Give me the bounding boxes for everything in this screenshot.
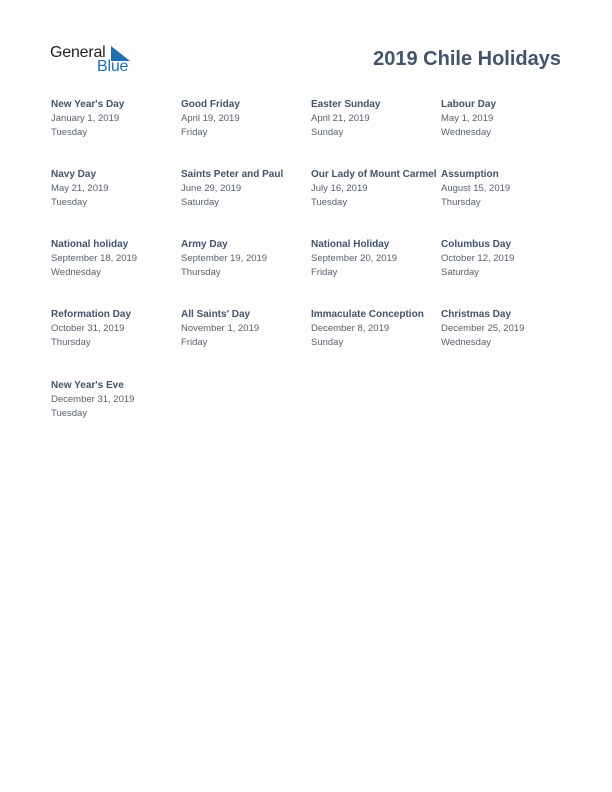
holiday-item (441, 238, 571, 308)
holiday-name: Reformation Day (51, 309, 132, 320)
holiday-date: October 31, 2019 (51, 323, 125, 334)
holiday-name: Our Lady of Mount Carmel (311, 169, 437, 180)
holiday-weekday: Thursday (181, 267, 221, 278)
page-title: 2019 Chile Holidays (373, 48, 561, 70)
holiday-name: Columbus Day (441, 239, 512, 250)
holiday-name: Navy Day (51, 169, 97, 180)
holiday-item (181, 168, 311, 238)
holiday-weekday: Saturday (441, 267, 480, 278)
holiday-date: November 1, 2019 (181, 323, 260, 334)
holiday-date: April 21, 2019 (311, 113, 370, 124)
logo-word-general: General (50, 44, 106, 61)
holiday-item (311, 168, 441, 238)
holiday-name: National holiday (51, 239, 129, 250)
holiday-name: New Year's Eve (51, 380, 124, 391)
holiday-item (51, 168, 181, 238)
holiday-weekday: Tuesday (51, 127, 88, 138)
holiday-date: December 25, 2019 (441, 323, 525, 334)
holiday-weekday: Saturday (181, 197, 220, 208)
holiday-date: September 19, 2019 (181, 253, 268, 264)
holiday-name: Army Day (181, 239, 228, 250)
holiday-name: Assumption (441, 169, 499, 180)
holiday-date: October 12, 2019 (441, 253, 515, 264)
holiday-item (51, 308, 181, 379)
holiday-name: New Year's Day (51, 99, 125, 110)
holiday-item (311, 98, 441, 168)
holiday-grid (51, 98, 571, 449)
holiday-weekday: Sunday (311, 127, 344, 138)
holiday-item (181, 308, 311, 379)
holiday-weekday: Friday (181, 337, 208, 348)
holiday-item (311, 308, 441, 379)
holiday-weekday: Friday (311, 267, 338, 278)
holiday-item (441, 98, 571, 168)
holiday-date: May 1, 2019 (441, 113, 494, 124)
holiday-item (181, 98, 311, 168)
holiday-date: May 21, 2019 (51, 183, 109, 194)
holiday-name: Good Friday (181, 99, 240, 110)
holiday-weekday: Wednesday (441, 337, 491, 348)
holiday-name: National Holiday (311, 239, 390, 250)
holiday-name: Saints Peter and Paul (181, 169, 284, 180)
holiday-name: Immaculate Conception (311, 309, 424, 320)
holiday-date: August 15, 2019 (441, 183, 511, 194)
holiday-weekday: Tuesday (311, 197, 348, 208)
holiday-date: December 8, 2019 (311, 323, 390, 334)
holiday-date: July 16, 2019 (311, 183, 368, 194)
holiday-item (51, 98, 181, 168)
holiday-weekday: Friday (181, 127, 208, 138)
holiday-name: Christmas Day (441, 309, 512, 320)
holiday-item (181, 238, 311, 308)
holiday-item (441, 168, 571, 238)
generalblue-logo (50, 44, 134, 78)
holiday-item (51, 379, 181, 449)
holiday-date: January 1, 2019 (51, 113, 120, 124)
holiday-name: Labour Day (441, 99, 497, 110)
holiday-weekday: Sunday (311, 337, 344, 348)
holiday-weekday: Wednesday (51, 267, 101, 278)
holiday-name: Easter Sunday (311, 99, 381, 110)
holiday-weekday: Thursday (51, 337, 91, 348)
holiday-weekday: Thursday (441, 197, 481, 208)
holiday-weekday: Tuesday (51, 197, 88, 208)
holiday-date: December 31, 2019 (51, 394, 135, 405)
holiday-date: April 19, 2019 (181, 113, 240, 124)
logo-word-blue: Blue (97, 58, 129, 75)
holiday-item (311, 238, 441, 308)
holiday-item (51, 238, 181, 308)
holiday-date: June 29, 2019 (181, 183, 242, 194)
holiday-date: September 20, 2019 (311, 253, 398, 264)
holiday-weekday: Wednesday (441, 127, 491, 138)
holiday-date: September 18, 2019 (51, 253, 138, 264)
holiday-weekday: Tuesday (51, 408, 88, 419)
holiday-item (441, 308, 571, 379)
holiday-name: All Saints' Day (181, 309, 251, 320)
